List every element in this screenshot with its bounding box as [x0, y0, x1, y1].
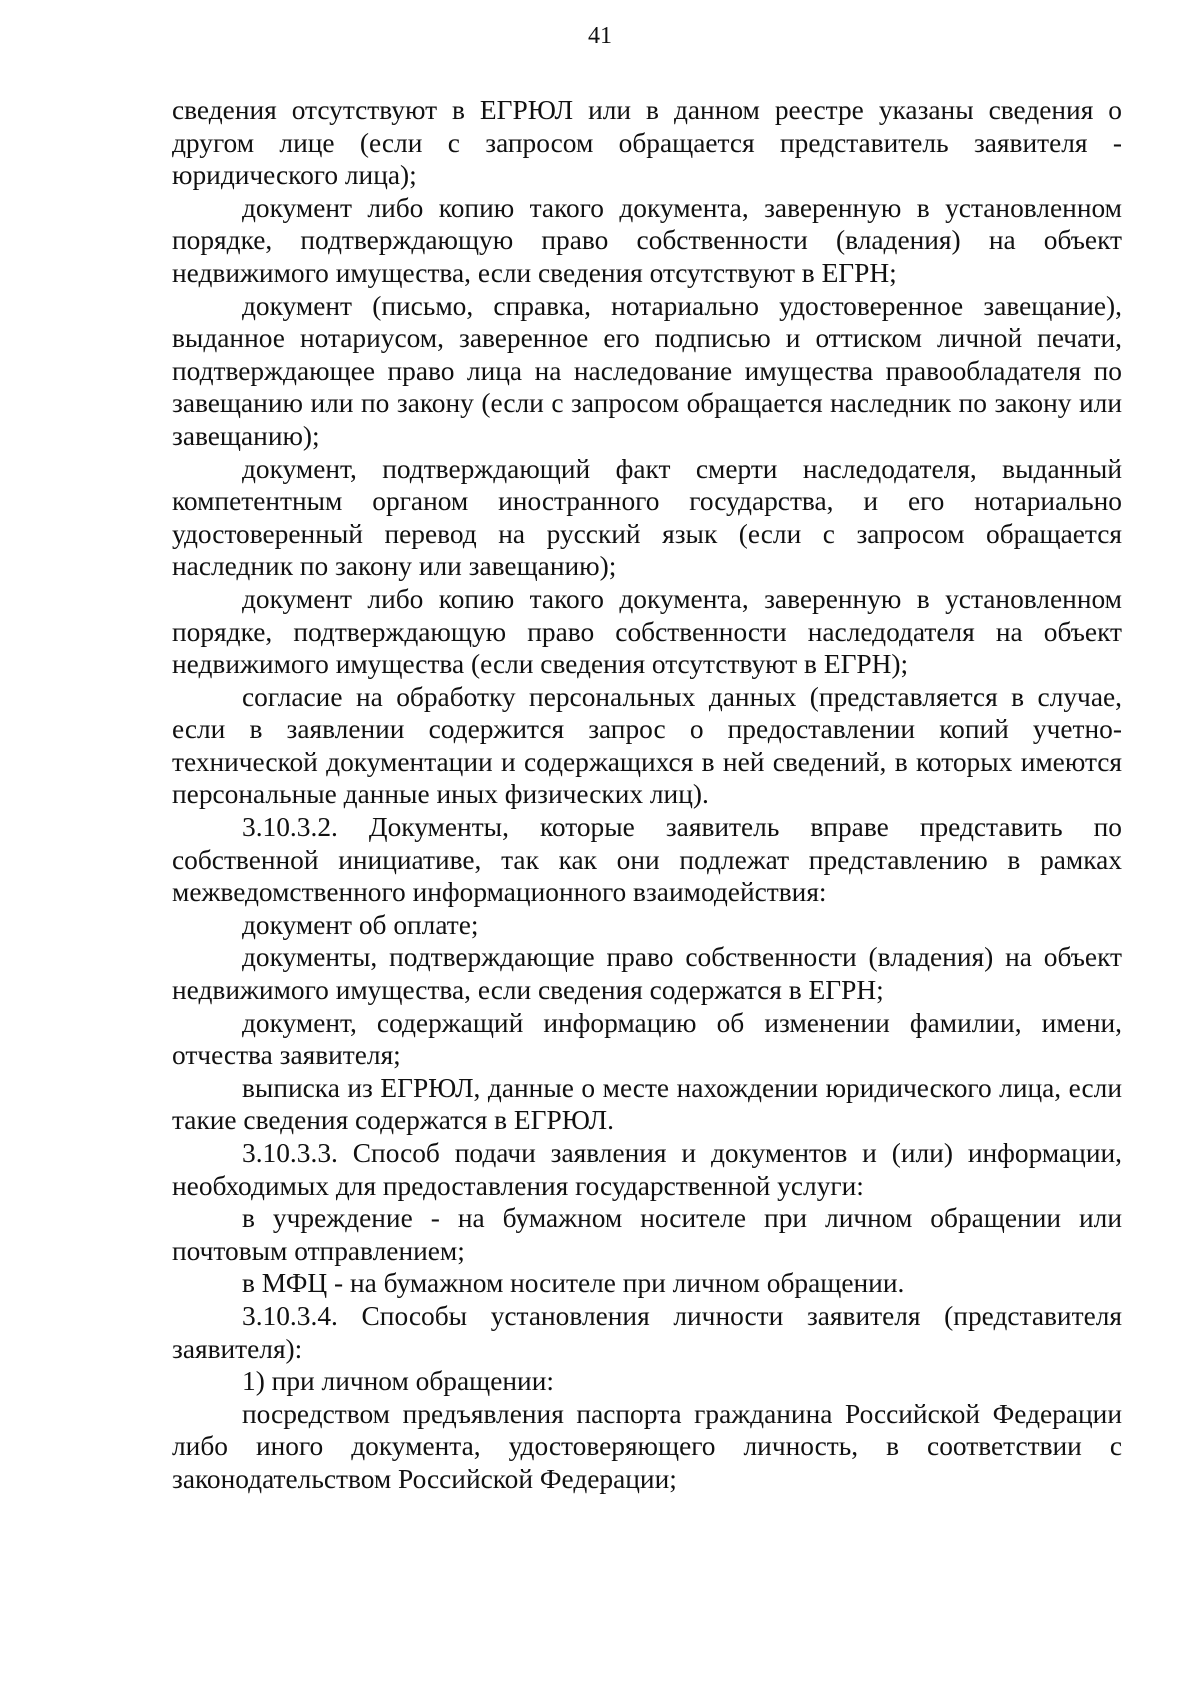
paragraph-5: документ либо копию такого документа, заверенную в установленном порядке, подтверждающую право собственности наследодателя на объект недвижимого имущества (если сведения отсутствуют в ЕГРН);	[172, 583, 1122, 680]
paragraph-11: выписка из ЕГРЮЛ, данные о месте нахождении юридического лица, если такие сведения содержатся в ЕГРЮЛ.	[172, 1072, 1122, 1136]
paragraph-9: документы, подтверждающие право собственности (владения) на объект недвижимого имущества, если сведения содержатся в ЕГРН;	[172, 942, 1122, 1006]
paragraph-14: в МФЦ - на бумажном носителе при личном обращении.	[242, 1268, 905, 1299]
paragraph-10: документ, содержащий информацию об изменении фамилии, имени, отчества заявителя;	[172, 1007, 1122, 1071]
paragraph-13: в учреждение - на бумажном носителе при личном обращении или почтовым отправлением;	[172, 1203, 1122, 1266]
paragraph-2: документ либо копию такого документа, заверенную в установленном порядке, подтверждающую право собственности (владения) на объект недвижимого имущества, если сведения отсутствуют в ЕГРН;	[172, 192, 1122, 288]
paragraph-4: документ, подтверждающий факт смерти наследодателя, выданный компетентным органом иностранного государства, и его нотариально удостоверенный перевод на русский язык (если с запросом обращается наследник по закону или завещанию);	[172, 453, 1122, 582]
paragraph-1: сведения отсутствуют в ЕГРЮЛ или в данном реестре указаны сведения о другом лице (если с запросом обращается представитель заявителя - юридического лица);	[172, 95, 1122, 191]
paragraph-12: 3.10.3.3. Способ подачи заявления и документов и (или) информации, необходимых для предоставления государственной услуги:	[172, 1138, 1122, 1201]
document-body	[172, 94, 1122, 1496]
paragraph-17: посредством предъявления паспорта гражданина Российской Федерации либо иного документа, удостоверяющего личность, в соответствии с законодательством Российской Федерации;	[172, 1398, 1122, 1494]
page-number: 41	[588, 23, 612, 49]
paragraph-7: 3.10.3.2. Документы, которые заявитель вправе представить по собственной инициативе, так как они подлежат представлению в рамках межведомственного информационного взаимодействия:	[172, 812, 1122, 908]
paragraph-8: документ об оплате;	[242, 909, 479, 940]
paragraph-15: 3.10.3.4. Способы установления личности заявителя (представителя заявителя):	[172, 1300, 1122, 1364]
paragraph-16: 1) при личном обращении:	[242, 1366, 554, 1397]
paragraph-3: документ (письмо, справка, нотариально удостоверенное завещание), выданное нотариусом, заверенное его подписью и оттиском личной печати, подтверждающее право лица на наследование имущества правообладателя по завещанию или по закону (если с запросом обращается наследник по закону или завещанию);	[172, 290, 1122, 451]
paragraph-6: согласие на обработку персональных данных (представляется в случае, если в заявлении содержится запрос о предоставлении копий учетно-технической документации и содержащихся в ней сведений, в которых имеются персональные данные иных физических лиц).	[172, 681, 1122, 810]
